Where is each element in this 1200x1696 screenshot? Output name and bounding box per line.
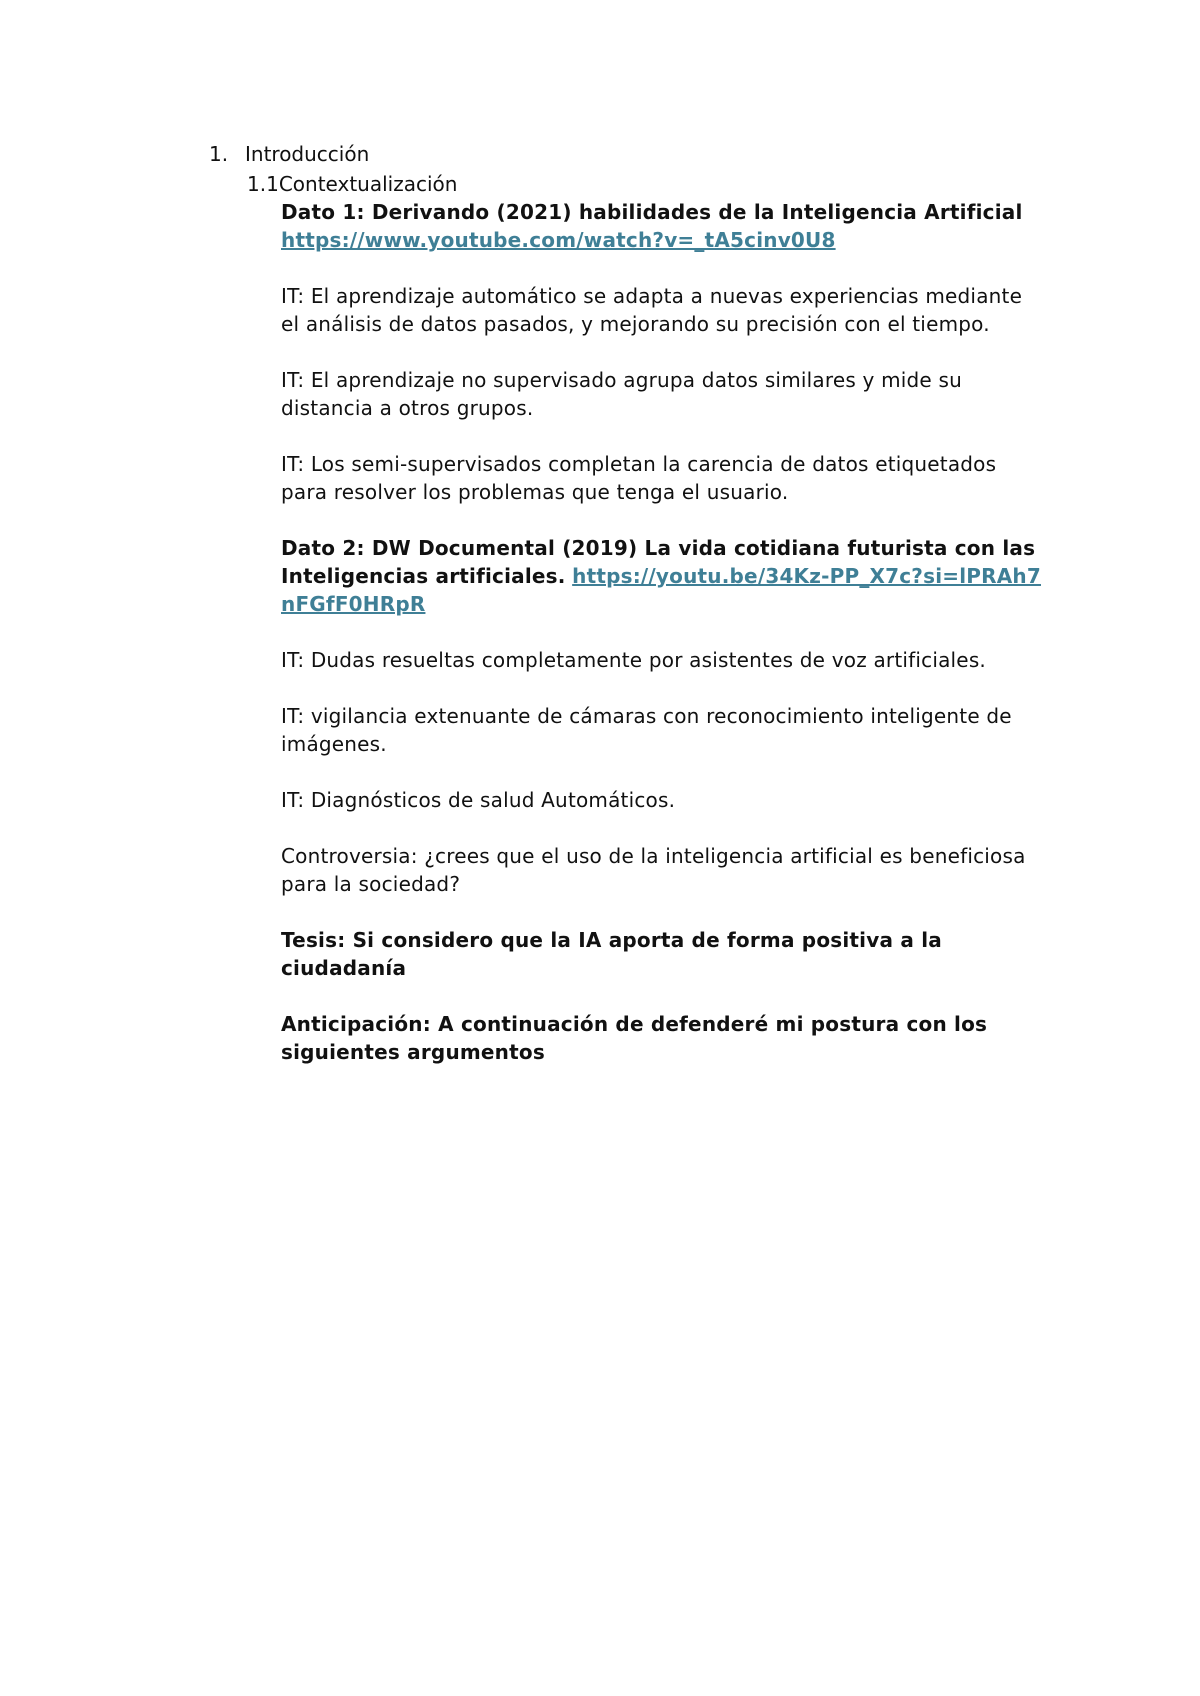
controversia-paragraph: Controversia: ¿crees que el uso de la inteligencia artificial es beneficiosa para la sociedad?: [281, 844, 1026, 896]
tesis-paragraph: Tesis: Si considero que la IA aporta de forma positiva a la ciudadanía: [281, 928, 942, 980]
section-content: [281, 198, 1041, 1094]
dato2-label: Dato 2: DW Documental (2019) La vida cotidiana futurista con las Inteligencias artificiales.: [281, 536, 1036, 588]
subheading-contextualizacion: [247, 170, 457, 198]
dato1-item-3: IT: Los semi-supervisados completan la carencia de datos etiquetados para resolver los problemas que tenga el usuario.: [281, 452, 997, 504]
dato1-item-2: IT: El aprendizaje no supervisado agrupa datos similares y mide su distancia a otros grupos.: [281, 368, 962, 420]
dato2-item-1: IT: Dudas resueltas completamente por asistentes de voz artificiales.: [281, 648, 986, 672]
dato2-paragraph: [281, 534, 1041, 618]
subheading-number: 1.1: [247, 172, 279, 196]
dato2-item-2: IT: vigilancia extenuante de cámaras con reconocimiento inteligente de imágenes.: [281, 704, 1012, 756]
dato2-link[interactable]: https://youtu.be/34Kz-PP_X7c?si=lPRAh7nFGfF0HRpR: [281, 564, 1041, 616]
dato2-item-3: IT: Diagnósticos de salud Automáticos.: [281, 788, 676, 812]
heading-introduccion: [209, 140, 369, 168]
dato1-paragraph: [281, 198, 1041, 254]
dato1-label: Dato 1: Derivando (2021) habilidades de la Inteligencia Artificial: [281, 200, 1023, 224]
anticipacion-paragraph: Anticipación: A continuación de defenderé mi postura con los siguientes argumentos: [281, 1012, 988, 1064]
subheading-title: Contextualización: [278, 172, 458, 196]
dato1-item-1: IT: El aprendizaje automático se adapta a nuevas experiencias mediante el análisis de datos pasados, y mejorando su precisión con el tiempo.: [281, 284, 1023, 336]
heading-number: 1.: [209, 142, 229, 166]
dato1-link[interactable]: https://www.youtube.com/watch?v=_tA5cinv0U8: [281, 228, 836, 252]
heading-title: Introducción: [245, 142, 370, 166]
